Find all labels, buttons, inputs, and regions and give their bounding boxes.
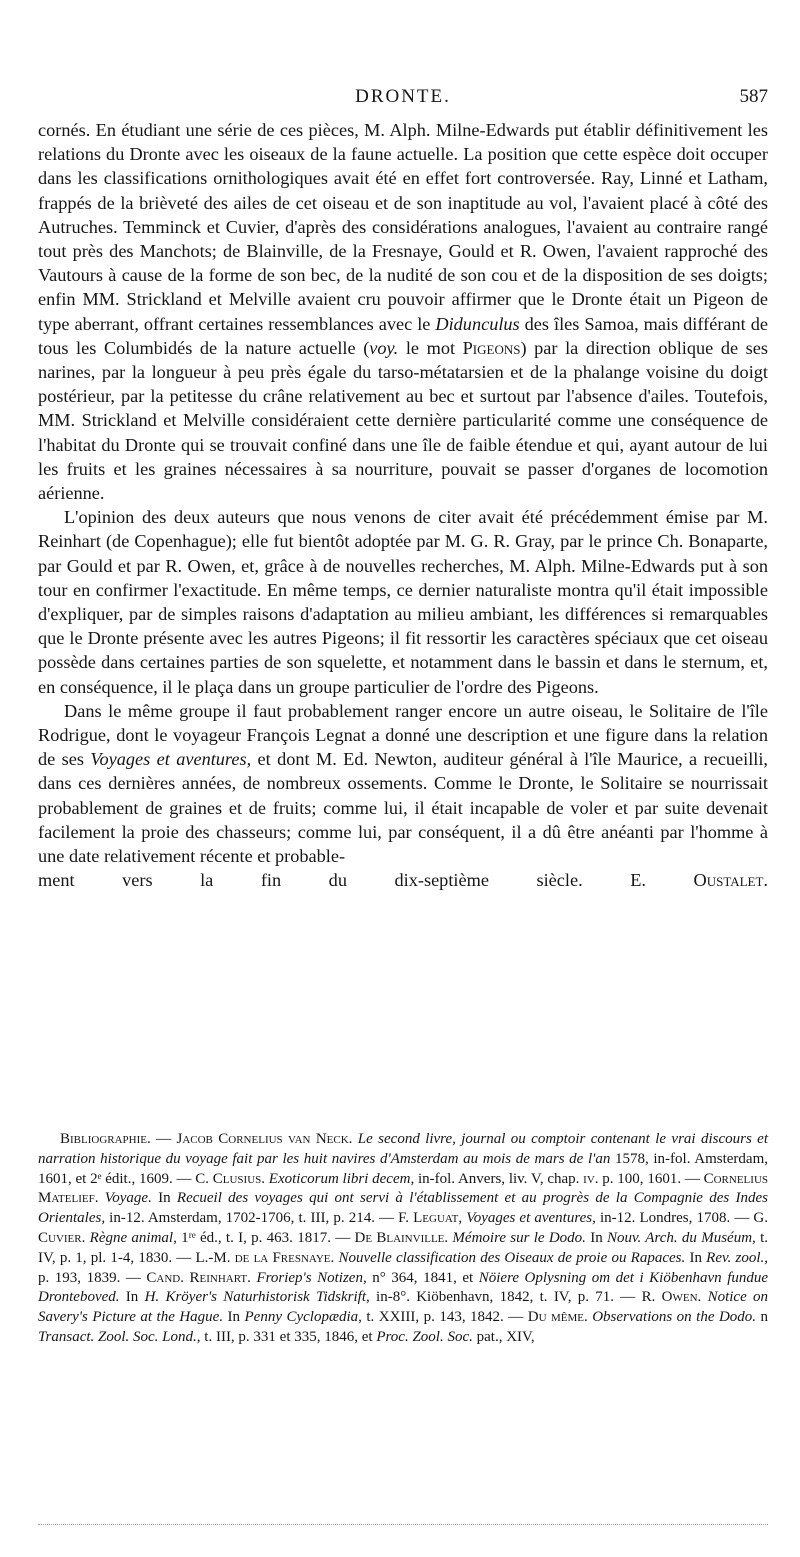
bibliography-name: Du même. [527,1309,588,1326]
bibliography [38,1130,768,1348]
bibliography-name: Leguat, [413,1210,463,1227]
paragraph-3-closing-text: ment vers la fin du dix-septième siècle. [38,870,583,891]
bibliography-title: Le second livre, journal ou comptoir contenant le vrai discours et narration historique du voyage fait par les huit navires d'Amsterdam au mois de mars de l'an [38,1131,768,1167]
paragraph-3-last-line [38,868,768,892]
bibliography-text: p. 100, 1601. — [598,1170,704,1187]
bibliography-text: n° 364, 1841, et [366,1269,479,1286]
bibliography-text: In [223,1309,245,1326]
paragraph-1-text: cornés. En étudiant une série de ces pièces, M. Alph. Milne-Edwards put établir définitivement les relations du Dronte avec les oiseaux de la faune actuelle. La position que cette espèce doit occuper dans les classifications ornithologiques avait été en effet fort controversée. Ray, Linné et Latham, frappés de la brièveté des ailes de cet oiseau et de son inaptitude au vol, l'avaient placé à côté des Autruches. Temminck et Cuvier, d'après des considérations analogues, l'avaient au contraire rangé tout près des Manchots; de Blainville, de la Fresnaye, Gould et R. Owen, l'avaient rapproché des Vautours à cause de la forme de son bec, de la nudité de son cou et de la disposition de ses doigts; enfin MM. Strickland et Melville avaient cru pouvoir affirmer que le Dronte était un Pigeon de type aberrant, offrant certaines ressemblances avec le [38,120,768,334]
bibliography-text: t. III, p. 331 et 335, 1846, et [200,1328,377,1345]
paragraph-1-smallcaps-pigeons: Pigeons [462,337,521,358]
bibliography-title: Notice on Savery's Picture at the Hague. [38,1289,769,1326]
bibliography-title: Proc. Zool. Soc. [376,1328,473,1345]
bibliography-name: Clusius. [212,1170,266,1187]
running-title: DRONTE. [355,86,451,107]
bibliography-text: t. IV, p. 1, pl. 1-4, 1830. — L.-M. [38,1229,768,1266]
paragraph-3 [38,699,768,868]
bibliography-name: Jacob Cornelius van Neck. [176,1131,353,1147]
bibliography-text: 1ʳᵉ éd., t. I, p. 463. 1817. — [176,1229,355,1246]
bibliography-title: Penny Cyclopædia, [244,1309,362,1326]
bibliography-text: pat., XIV, [472,1328,535,1345]
paragraph-2-text: L'opinion des deux auteurs que nous venons de citer avait été précédemment émise par M. Reinhart (de Copenhague); elle fut bientôt adoptée par M. G. R. Gray, par le prince Ch. Bonaparte, par Gould et par R. Owen, et, grâce à de nouvelles recherches, M. Alph. Milne-Edwards put à son tour en confirmer l'exactitude. En même temps, ce dernier naturaliste montra qu'il était impossible d'expliquer, par de simples raisons d'adaptation au milieu ambiant, les différences si remarquables que le Dronte présente avec les autres Pigeons; il fit ressortir les caractères spéciaux que cet oiseau possède dans certaines parties de son squelette, et notamment dans le bassin et dans le sternum, et, en conséquence, il le plaça dans un groupe particulier de l'ordre des Pigeons. [38,507,768,697]
author-signature: E. Oustalet. [630,870,769,891]
paragraph-3-text-2: et dont M. Ed. Newton, auditeur général à l'île Maurice, a recueilli, dans ces dernières années, de nombreux ossements. Comme le Dronte, le Solitaire se nourrissait probablement de graines et de fruits; comme lui, il était incapable de voler et par suite devenait facilement la proie des chasseurs; comme lui, par conséquent, il a dû être anéanti par l'homme à une date relativement récente et probable- [38,749,768,867]
bibliography-text: t. XXIII, p. 143, 1842. — [361,1309,528,1326]
page-number: 587 [739,86,768,107]
bibliography-text: p. 193, 1839. — [38,1269,147,1286]
bibliography-title: H. Kröyer's Naturhistorisk Tidskrift, [144,1289,370,1306]
bibliography-text: in-12. Amsterdam, 1702-1706, t. III, p. 214. — F. [105,1210,414,1227]
paragraph-1-text-3: le mot [398,337,463,358]
paragraph-2 [38,505,768,699]
bibliography-title: Rev. zool., [706,1249,768,1266]
bibliography-text: In [151,1190,177,1207]
bibliography-title: Nouv. Arch. du Muséum, [607,1229,756,1246]
bibliography-title: Exoticorum libri decem, [265,1170,415,1187]
paragraph-3-text: Dans le même groupe il faut probablement ranger encore un autre oiseau, le Solitaire de l'île Rodrigue, dont le voyageur François Legnat a donné une description et une figure dans la relation de ses [38,700,768,770]
paragraph-1 [38,118,768,505]
bibliography-name: de la Fresnaye. [234,1249,335,1266]
bibliography-title: Recueil des voyages qui ont servi à l'établissement et au progrès de la Compagnie des Indes Orientales, [38,1190,768,1227]
running-header [38,86,768,112]
footer-rule [38,1524,768,1525]
bibliography-title: Voyages et aventures, [462,1210,596,1227]
bibliography-text: In [585,1229,607,1246]
paragraph-1-text-2: des îles Samoa, mais différant de tous les Columbidés de la nature actuelle ( [38,313,768,358]
bibliography-name: Bibliographie. [60,1131,151,1147]
bibliography-name: Owen. [661,1289,702,1306]
bibliography-title: Mémoire sur le Dodo. [448,1229,586,1246]
bibliography-text: in-8°. Kiöbenhavn, 1842, t. IV, p. 71. — R. [369,1289,662,1306]
bibliography-text: in-12. Londres, 1708. — G. [595,1210,768,1227]
bibliography-text: n [756,1309,769,1326]
bibliography-name: Cuvier. [38,1229,86,1246]
bibliography-text: in-fol. Anvers, liv. V, chap. [414,1170,584,1187]
bibliography-name: iv. [583,1170,599,1187]
article-body [38,118,768,893]
bibliography-text: 1578, in-fol. Amsterdam, 1601, et 2ᵉ édit., 1609. — C. [38,1150,768,1187]
bibliography-name: Cornelius Matelief. [38,1170,769,1207]
bibliography-title: Nouvelle classification des Oiseaux de proie ou Rapaces. [334,1249,686,1266]
bibliography-text: — [150,1131,177,1147]
bibliography-title: Règne animal, [85,1229,177,1246]
bibliography-title: Voyage. [98,1190,152,1207]
bibliography-text: In [685,1249,707,1266]
bibliography-title: Observations on the Dodo. [587,1309,757,1326]
bibliography-title: Froriep's Notizen, [250,1269,367,1286]
bibliography-name: De Blainville. [354,1229,449,1246]
bibliography-title: Nöiere Oplysning om det i Kiöbenhavn fundue Dronteboved. [38,1269,769,1306]
paragraph-1-text-4: ) par la direction oblique de ses narines, par la longueur à peu près égale du tarso-métatarsien et de la phalange voisine du doigt postérieur, par la petitesse du crâne relativement au bec et surtout par l'absence d'ailes. Toutefois, MM. Strickland et Melville considéraient cette dernière particularité comme une conséquence de l'habitat du Dronte qui se trouvait confiné dans une île de faible étendue et qui, ayant autour de lui les fruits et les graines nécessaires à sa nourriture, pouvait se passer d'organes de locomotion aérienne. [38,337,769,504]
paragraph-1-italic-didunculus: Didunculus [435,313,520,334]
paragraph-3-italic-voyages: Voyages et aventures, [90,749,252,770]
bibliography-name: Cand. Reinhart. [146,1269,251,1286]
paragraph-1-italic-voy: voy. [369,337,399,358]
bibliography-text: In [119,1289,145,1306]
bibliography-title: Transact. Zool. Soc. Lond., [38,1328,201,1345]
